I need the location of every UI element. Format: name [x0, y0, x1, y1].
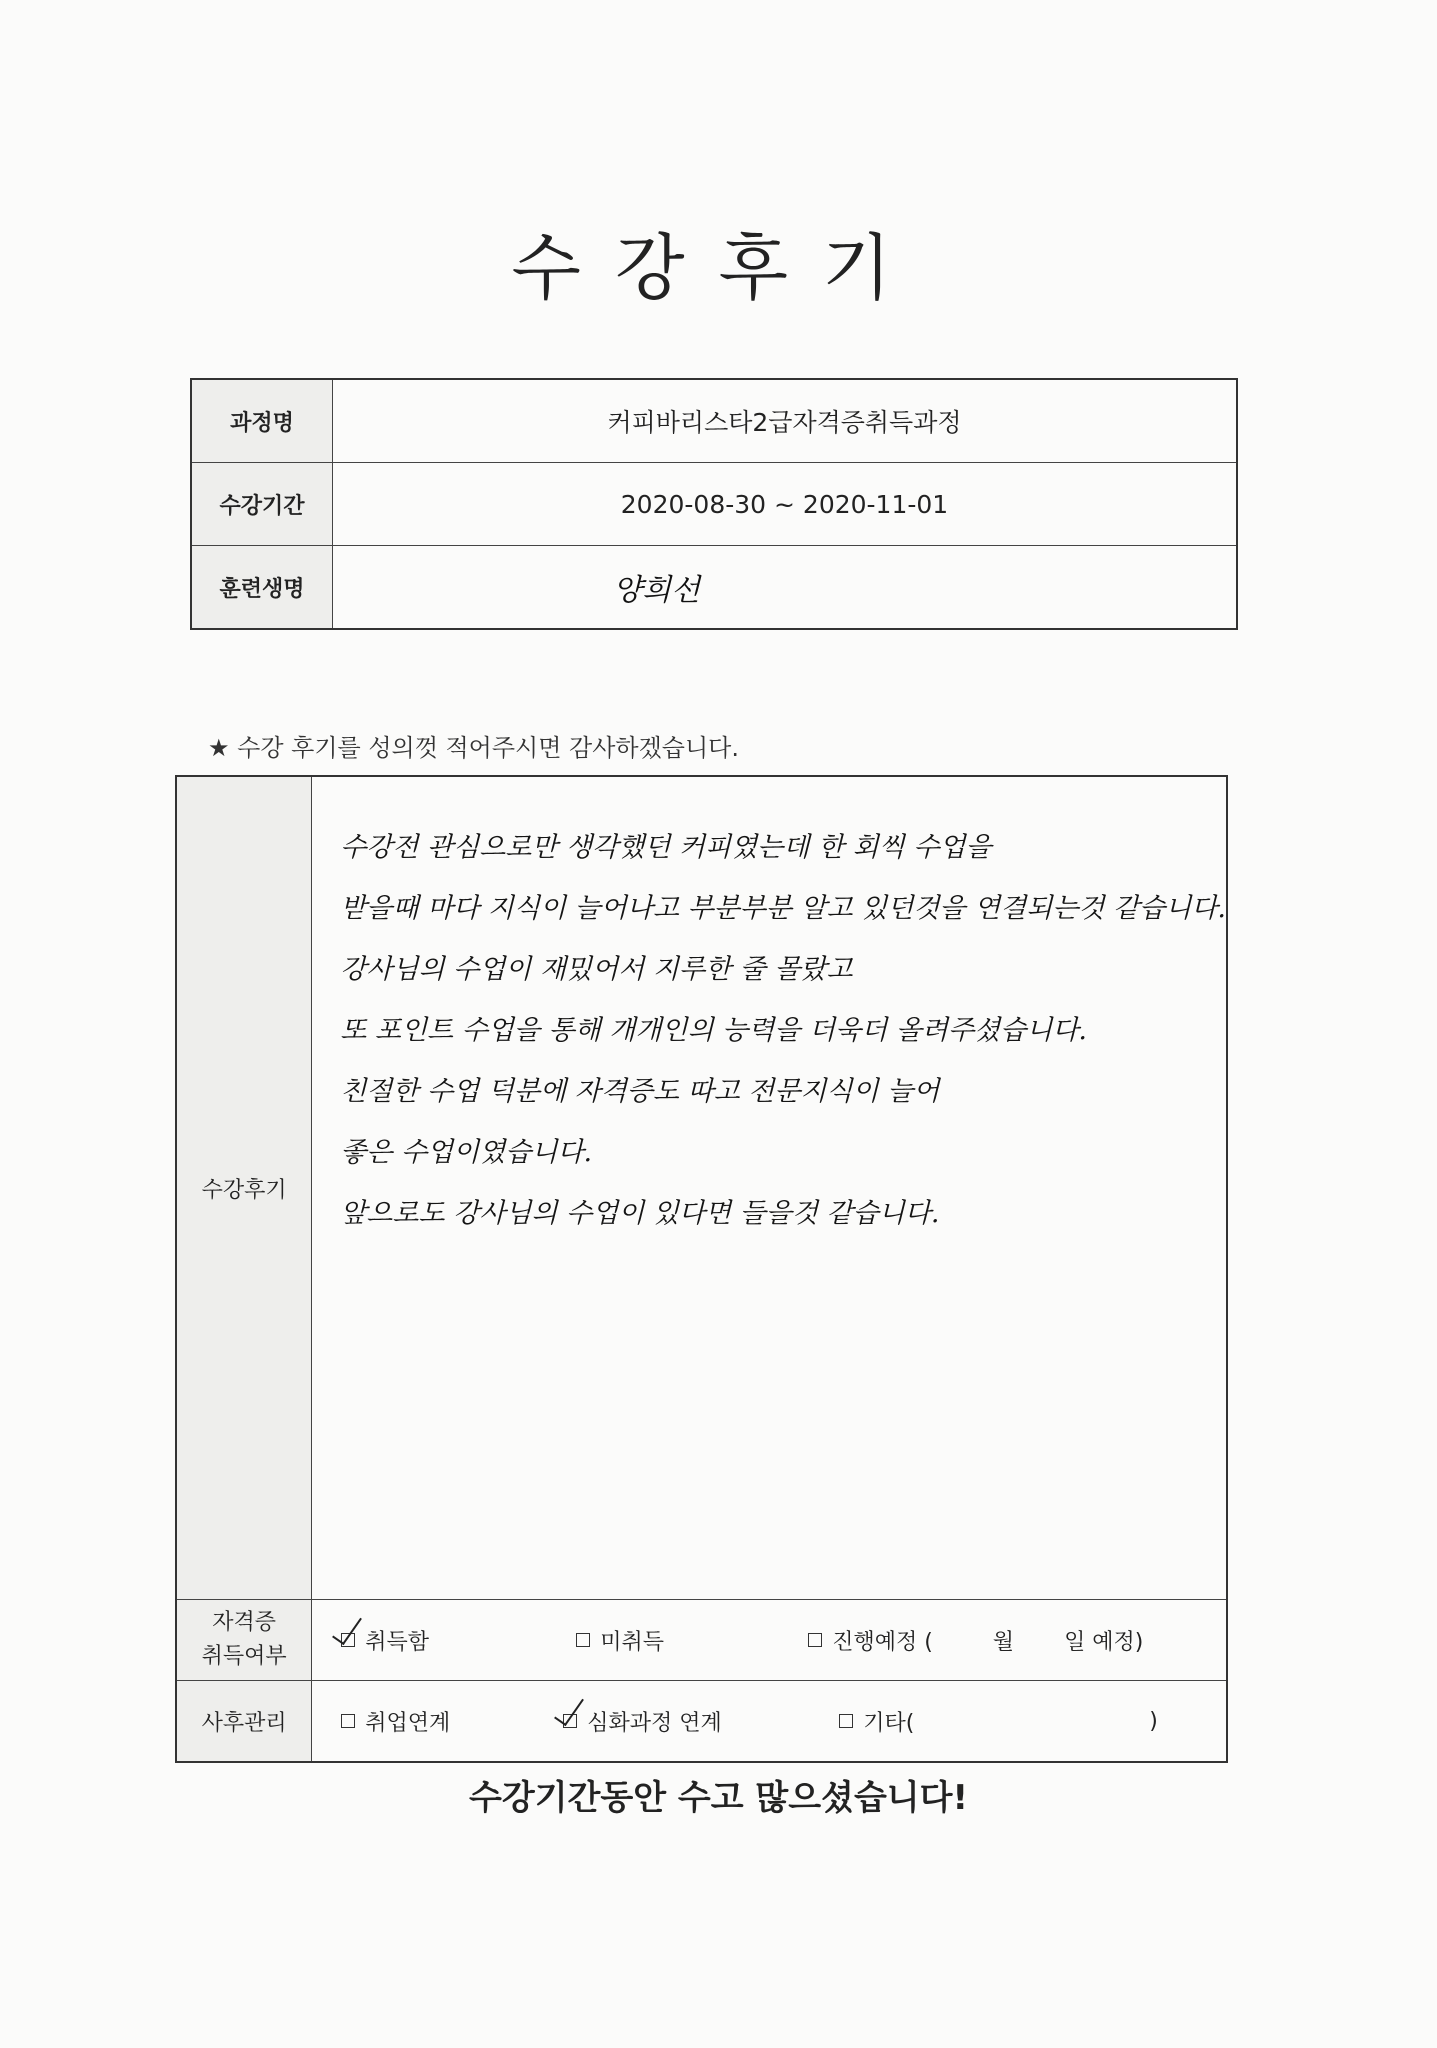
cert-option-acquired-label: 취득함 [365, 1629, 429, 1655]
after-option-advanced-label: 심화과정 연계 [587, 1710, 722, 1736]
cert-label-line2: 취득여부 [201, 1644, 287, 1669]
checkbox-icon[interactable] [808, 1633, 822, 1647]
info-table [190, 378, 1238, 630]
cert-option-not-acquired[interactable] [576, 1625, 808, 1656]
cert-option-acquired[interactable] [341, 1625, 576, 1656]
trainee-name: 양희선 [333, 546, 1238, 630]
after-option-other[interactable] [839, 1706, 1158, 1737]
footer-message: 수강기간동안 수고 많으셨습니다! [469, 1778, 968, 1818]
review-text-area [312, 776, 1227, 1600]
after-option-employment-label: 취업연계 [365, 1710, 451, 1736]
review-line: 앞으로도 강사님의 수업이 있다면 들을것 같습니다. [340, 1198, 940, 1229]
after-option-other-close: ) [1149, 1708, 1158, 1734]
period-value: 2020-08-30 ~ 2020-11-01 [333, 463, 1238, 546]
cert-option-planned[interactable] [808, 1625, 1143, 1656]
checkbox-icon[interactable] [341, 1714, 355, 1728]
course-value: 커피바리스타2급자격증취득과정 [333, 379, 1238, 463]
checkbox-icon[interactable] [839, 1714, 853, 1728]
cert-label-line1: 자격증 [212, 1610, 276, 1635]
checkbox-icon[interactable] [576, 1633, 590, 1647]
trainee-label: 훈련생명 [191, 546, 333, 630]
review-line: 좋은 수업이였습니다. [340, 1137, 593, 1168]
review-table [175, 775, 1228, 1763]
after-option-employment[interactable] [341, 1706, 563, 1737]
checkbox-checked-icon[interactable] [563, 1714, 577, 1728]
checkbox-checked-icon[interactable] [341, 1633, 355, 1647]
page-title: 수강후기 [511, 226, 926, 310]
review-line: 수강전 관심으로만 생각했던 커피였는데 한 회씩 수업을 [340, 832, 992, 863]
cert-label [176, 1600, 312, 1681]
review-line: 받을때 마다 지식이 늘어나고 부분부분 알고 있던것을 연결되는것 같습니다. [340, 893, 1226, 924]
cert-option-planned-label: 진행예정 ( [832, 1629, 933, 1655]
review-label: 수강후기 [176, 776, 312, 1600]
cert-options [312, 1600, 1227, 1681]
instruction-note: ★ 수강 후기를 성의껏 적어주시면 감사하겠습니다. [208, 734, 739, 762]
planned-month-label: 월 [992, 1629, 1015, 1655]
review-line: 또 포인트 수업을 통해 개개인의 능력을 더욱더 올려주셨습니다. [340, 1015, 1087, 1046]
review-line: 강사님의 수업이 재밌어서 지루한 줄 몰랐고 [340, 954, 853, 985]
course-label: 과정명 [191, 379, 333, 463]
period-label: 수강기간 [191, 463, 333, 546]
after-option-advanced[interactable] [563, 1706, 839, 1737]
review-line: 친절한 수업 덕분에 자격증도 따고 전문지식이 늘어 [340, 1076, 940, 1107]
planned-day-label: 일 예정) [1064, 1629, 1144, 1655]
after-care-label: 사후관리 [176, 1681, 312, 1763]
after-care-options [312, 1681, 1227, 1763]
cert-option-not-acquired-label: 미취득 [600, 1629, 664, 1655]
after-option-other-label: 기타( [863, 1710, 915, 1736]
